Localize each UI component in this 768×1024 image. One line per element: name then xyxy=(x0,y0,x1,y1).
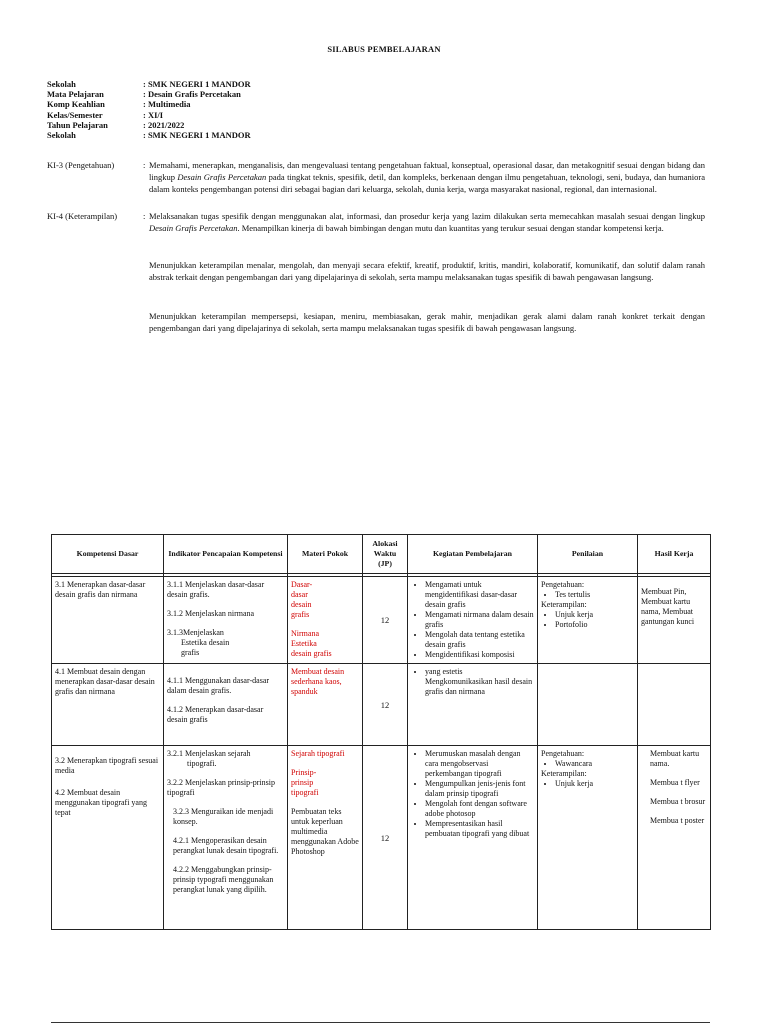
identity-label: Mata Pelajaran xyxy=(47,89,104,99)
ipk-cell xyxy=(164,746,288,930)
ipk-item: 3.1.1 Menjelaskan dasar-dasar desain grafis. xyxy=(167,580,265,599)
ki3-text-italic: Desain Grafis Percetakan xyxy=(177,172,267,182)
identity-row xyxy=(47,89,241,99)
kd-item: 3.2 Menerapkan tipografi sesuai media xyxy=(55,756,159,775)
kd-cell: 3.1 Menerapkan dasar-dasar desain grafis dan nirmana xyxy=(52,577,164,664)
ipk-item: 4.2.2 Menggabungkan prinsip- prinsip typografi menggunakan perangkat lunak yang dipilih. xyxy=(173,865,274,894)
penilaian-title: Pengetahuan: xyxy=(541,580,585,589)
identity-row xyxy=(47,110,163,120)
hasil-item: Membua t poster xyxy=(650,816,705,825)
identity-label: Komp Keahlian xyxy=(47,99,105,109)
identity-value: : 2021/2022 xyxy=(143,120,185,130)
jp-cell: 12 xyxy=(363,577,408,664)
ki3-label: KI-3 (Pengetahuan) xyxy=(47,160,115,170)
list-item: • Mengamati nirmana dalam desain grafis xyxy=(425,610,534,630)
ipk-item: 3.1.2 Menjelaskan nirmana xyxy=(167,609,255,618)
list-item: • Mengamati untuk mengidentifikasi dasar-dasar desain grafis xyxy=(425,580,534,610)
hasil-item: Membua t flyer xyxy=(650,778,700,787)
penilaian-title: Keterampilan: xyxy=(541,769,587,778)
list-item: • Mengolah font dengan software adobe photosop xyxy=(425,799,534,819)
identity-label: Kelas/Semester xyxy=(47,110,103,120)
table-header-row xyxy=(52,535,711,574)
kd-item: 4.2 Membuat desain menggunakan tipografi yang tepat xyxy=(55,788,147,817)
ipk-item: 3.2.1 Menjelaskan sejarah xyxy=(167,749,251,758)
kd-cell xyxy=(52,746,164,930)
header-cell: Hasil Kerja xyxy=(638,535,711,574)
syllabus-table xyxy=(51,534,711,930)
header-cell: Alokasi Waktu (JP) xyxy=(363,535,408,574)
ipk-item: tipografi. xyxy=(187,759,217,768)
ki4-text xyxy=(149,210,705,234)
table-row xyxy=(52,664,711,746)
list-item-continuation: Mengkomunikasikan hasil desain grafis dan nirmana xyxy=(425,677,533,696)
header-cell: Indikator Pencapaian Kompetensi xyxy=(164,535,288,574)
ipk-item: 3.2.2 Menjelaskan prinsip-prinsip tipografi xyxy=(167,778,275,797)
identity-row xyxy=(47,130,251,140)
identity-value: : SMK NEGERI 1 MANDOR xyxy=(143,79,251,89)
ki4-text-italic: Desain Grafis Percetakan xyxy=(149,223,238,233)
materi-line: desain grafis xyxy=(291,649,332,658)
ipk-item: Estetika desain xyxy=(181,638,230,647)
ipk-cell xyxy=(164,664,288,746)
jp-cell: 12 xyxy=(363,746,408,930)
list-item: • Portofolio xyxy=(555,620,634,630)
page-bottom-rule xyxy=(51,1022,710,1023)
ipk-item: 3.2.3 Menguraikan ide menjadi konsep. xyxy=(173,807,274,826)
list-item: • Mengolah data tentang estetika desain grafis xyxy=(425,630,534,650)
ki3-text-b: pada tingkat teknis, spesifik, detil, dan kompleks, berkenaan dengan ilmu pengetahuan, teknologi, seni, budaya, dan humaniora dalam konteks pengembangan potensi diri sebagai bagian dari keluarga, sekolah, dunia kerja, warga masyarakat nasional, regional, dan internasional. xyxy=(149,172,705,194)
identity-row xyxy=(47,99,190,109)
list-item: • yang estetis xyxy=(425,667,534,677)
materi-cell: Membuat desain sederhana kaos, spanduk xyxy=(288,664,363,746)
materi-cell xyxy=(288,577,363,664)
kd-cell: 4.1 Membuat desain dengan menerapkan dasar-dasar desain grafis dan nirmana xyxy=(52,664,164,746)
jp-cell: 12 xyxy=(363,664,408,746)
identity-value: : Desain Grafis Percetakan xyxy=(143,89,241,99)
hasil-cell xyxy=(638,664,711,746)
ipk-item: 4.1.1 Menggunakan dasar-dasar dalam desain grafis. xyxy=(167,676,270,695)
materi-line: Dasar- xyxy=(291,580,313,589)
ki4-paragraph-2: Menunjukkan keterampilan menalar, mengolah, dan menyaji secara efektif, kreatif, produktif, kritis, mandiri, kolaboratif, komunikatif, dan solutif dalam ranah abstrak terkait dengan pengembangan dari yang dipelajarinya di sekolah, serta mampu melaksanakan tugas spesifik di bawah pengawasan langsung. xyxy=(149,260,705,282)
ipk-item: 4.2.1 Mengoperasikan desain perangkat lunak desain tipografi. xyxy=(173,836,279,855)
materi-line: grafis xyxy=(291,610,310,619)
ki3-colon: : xyxy=(143,160,146,170)
materi-line: prinsip xyxy=(291,778,314,787)
document-title: SILABUS PEMBELAJARAN xyxy=(327,44,441,54)
materi-line: Pembuatan teks untuk keperluan multimedia menggunakan Adobe Photoshop xyxy=(291,807,359,856)
identity-value: : Multimedia xyxy=(143,99,191,109)
table-row xyxy=(52,746,711,930)
kegiatan-cell xyxy=(408,664,538,746)
ki3-text xyxy=(149,159,705,195)
materi-line: desain xyxy=(291,600,312,609)
hasil-item: Membua t brosur xyxy=(650,797,706,806)
identity-value: : SMK NEGERI 1 MANDOR xyxy=(143,130,251,140)
ipk-item: 4.1.2 Menerapkan dasar-dasar desain grafis xyxy=(167,705,264,724)
ipk-cell xyxy=(164,577,288,664)
ipk-item: grafis xyxy=(181,648,200,657)
kegiatan-cell xyxy=(408,746,538,930)
list-item: • Unjuk kerja xyxy=(555,610,634,620)
materi-line: tipografi xyxy=(291,788,319,797)
materi-line: Estetika xyxy=(291,639,317,648)
penilaian-cell xyxy=(538,577,638,664)
header-cell: Kegiatan Pembelajaran xyxy=(408,535,538,574)
header-cell: Materi Pokok xyxy=(288,535,363,574)
hasil-cell xyxy=(638,746,711,930)
identity-row xyxy=(47,79,251,89)
list-item: • Mempresentasikan hasil pembuatan tipografi yang dibuat xyxy=(425,819,534,839)
header-cell: Penilaian xyxy=(538,535,638,574)
list-item: • Merumuskan masalah dengan cara mengobservasi perkembangan tipografi xyxy=(425,749,534,779)
list-item: • Mengumpulkan jenis-jenis font dalam prinsip tipografi xyxy=(425,779,534,799)
ki4-text-a: Melaksanakan tugas spesifik dengan menggunakan alat, informasi, dan prosedur kerja yang lazim dilakukan serta memecahkan masalah sesuai dengan lingkup xyxy=(149,211,705,221)
penilaian-title: Pengetahuan: xyxy=(541,749,585,758)
kegiatan-cell xyxy=(408,577,538,664)
header-cell: Kompetensi Dasar xyxy=(52,535,164,574)
hasil-cell: Membuat Pin, Membuat kartu nama, Membuat gantungan kunci xyxy=(638,577,711,664)
hasil-item: Membuat kartu nama. xyxy=(650,749,700,768)
ki4-label: KI-4 (Keterampilan) xyxy=(47,211,118,221)
list-item: • Mengidentifikasi komposisi xyxy=(425,650,534,660)
materi-line: Prinsip- xyxy=(291,768,317,777)
ki4-colon: : xyxy=(143,211,146,221)
materi-line: dasar xyxy=(291,590,308,599)
identity-row xyxy=(47,120,184,130)
materi-line: Sejarah tipografi xyxy=(291,749,345,758)
identity-label: Sekolah xyxy=(47,130,76,140)
identity-value: : XI/I xyxy=(143,110,164,120)
materi-line: Nirmana xyxy=(291,629,319,638)
ki4-text-b: . Menampilkan kinerja di bawah bimbingan dengan mutu dan kuantitas yang terukur sesuai dengan standar kompetensi kerja. xyxy=(237,223,664,233)
list-item: • Wawancara xyxy=(555,759,634,769)
penilaian-cell xyxy=(538,746,638,930)
materi-cell xyxy=(288,746,363,930)
ki4-paragraph-3: Menunjukkan keterampilan mempersepsi, kesiapan, meniru, membiasakan, gerak mahir, menjadikan gerak alami dalam ranah konkret terkait dengan pengembangan dari yang dipelajarinya di sekolah, serta mampu melaksanakan tugas spesifik di bawah pengawasan langsung. xyxy=(149,311,705,333)
identity-label: Tahun Pelajaran xyxy=(47,120,108,130)
identity-label: Sekolah xyxy=(47,79,76,89)
list-item: • Tes tertulis xyxy=(555,590,634,600)
penilaian-cell xyxy=(538,664,638,746)
ipk-item: 3.1.3Menjelaskan xyxy=(167,628,224,637)
list-item: • Unjuk kerja xyxy=(555,779,634,789)
ki3-text-a: Memahami, menerapkan, menganalisis, dan mengevaluasi tentang pengetahuan faktual, konseptual, operasional dasar, dan metakognitif sesuai dengan bidang dan lingkup xyxy=(149,160,705,182)
penilaian-title: Keterampilan: xyxy=(541,600,587,609)
table-row xyxy=(52,577,711,664)
